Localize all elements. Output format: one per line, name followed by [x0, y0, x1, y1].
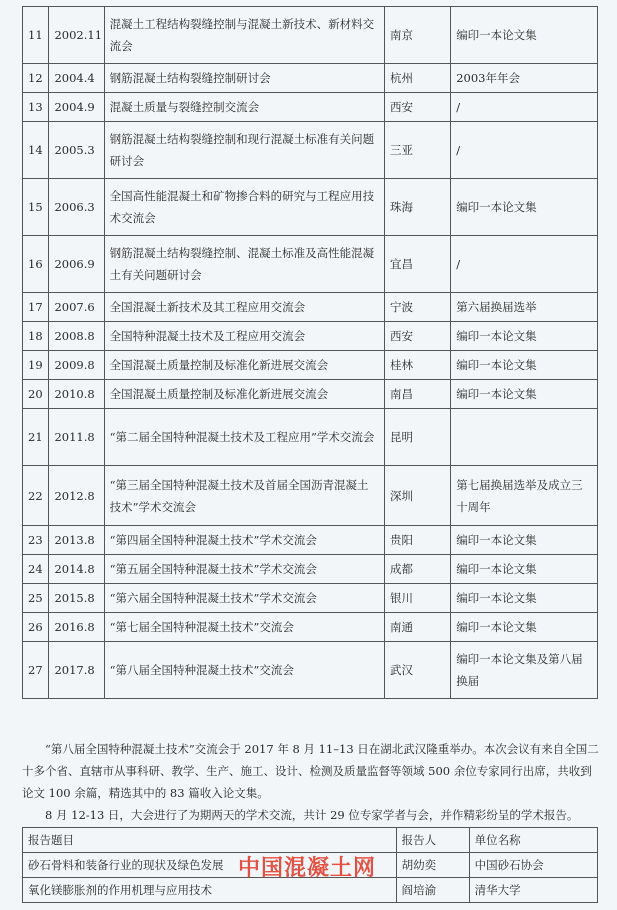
row-city: 成都: [384, 555, 450, 584]
row-date: 2008.8: [49, 322, 104, 351]
row-title: 全国混凝土质量控制及标准化新进展交流会: [104, 351, 384, 380]
row-note: /: [451, 236, 598, 293]
row-number: 27: [23, 642, 49, 699]
row-title: “第五届全国特种混凝土技术”学术交流会: [104, 555, 384, 584]
row-city: 西安: [384, 93, 450, 122]
row-date: 2009.8: [49, 351, 104, 380]
header-report-title: 报告题目: [23, 828, 397, 853]
report-unit: 中国砂石协会: [469, 853, 597, 878]
row-title: 混凝土质量与裂缝控制交流会: [104, 93, 384, 122]
row-title: 全国特种混凝土技术及工程应用交流会: [104, 322, 384, 351]
row-date: 2012.8: [49, 466, 104, 526]
row-city: 三亚: [384, 122, 450, 179]
conference-row: [23, 351, 598, 380]
conference-row: [23, 293, 598, 322]
conference-history-table: [22, 6, 598, 699]
conference-row: [23, 380, 598, 409]
row-date: 2017.8: [49, 642, 104, 699]
row-title: 钢筋混凝土结构裂缝控制研讨会: [104, 64, 384, 93]
conference-row: [23, 642, 598, 699]
watermark: 中国混凝土网: [238, 856, 377, 881]
row-number: 22: [23, 466, 49, 526]
row-city: 银川: [384, 584, 450, 613]
conference-row: [23, 93, 598, 122]
row-city: 昆明: [384, 409, 450, 466]
header-unit: 单位名称: [469, 828, 597, 853]
row-note: 编印一本论文集: [451, 613, 598, 642]
row-title: 钢筋混凝土结构裂缝控制和现行混凝土标准有关问题研讨会: [104, 122, 384, 179]
row-title: 全国混凝土质量控制及标准化新进展交流会: [104, 380, 384, 409]
row-note: 编印一本论文集: [451, 555, 598, 584]
row-date: 2015.8: [49, 584, 104, 613]
row-number: 16: [23, 236, 49, 293]
conference-row: [23, 409, 598, 466]
row-number: 17: [23, 293, 49, 322]
row-date: 2002.11: [49, 7, 104, 64]
row-number: 13: [23, 93, 49, 122]
report-title: 氧化镁膨胀剂的作用机理与应用技术: [23, 878, 397, 903]
row-city: 杭州: [384, 64, 450, 93]
row-city: 武汉: [384, 642, 450, 699]
row-date: 2011.8: [49, 409, 104, 466]
conference-row: [23, 64, 598, 93]
row-note: 编印一本论文集: [451, 322, 598, 351]
report-title: 砂石骨料和装备行业的现状及绿色发展: [23, 853, 397, 878]
conference-row: [23, 322, 598, 351]
reports-header-row: [23, 828, 598, 853]
row-city: 贵阳: [384, 526, 450, 555]
row-date: 2016.8: [49, 613, 104, 642]
row-title: 混凝土工程结构裂缝控制与混凝土新技术、新材料交流会: [104, 7, 384, 64]
conference-row: [23, 526, 598, 555]
row-title: “第二届全国特种混凝土技术及工程应用”学术交流会: [104, 409, 384, 466]
conference-row: [23, 122, 598, 179]
conference-row: [23, 7, 598, 64]
row-number: 18: [23, 322, 49, 351]
row-title: “第六届全国特种混凝土技术”学术交流会: [104, 584, 384, 613]
row-date: 2006.9: [49, 236, 104, 293]
row-date: 2004.9: [49, 93, 104, 122]
row-city: 南昌: [384, 380, 450, 409]
row-date: 2010.8: [49, 380, 104, 409]
row-date: 2004.4: [49, 64, 104, 93]
row-note: 编印一本论文集: [451, 526, 598, 555]
report-speaker: 阎培渝: [396, 878, 469, 903]
row-city: 南通: [384, 613, 450, 642]
header-speaker: 报告人: [396, 828, 469, 853]
report-intro-paragraph: 8 月 12-13 日，大会进行了为期两天的学术交流，共计 29 位专家学者与会，并作精彩纷呈的学术报告。: [45, 808, 579, 822]
row-city: 南京: [384, 7, 450, 64]
row-date: 2005.3: [49, 122, 104, 179]
row-title: 全国混凝土新技术及其工程应用交流会: [104, 293, 384, 322]
row-date: 2007.6: [49, 293, 104, 322]
row-note: 第七届换届选举及成立三十周年: [451, 466, 598, 526]
row-city: 宜昌: [384, 236, 450, 293]
row-note: 编印一本论文集: [451, 380, 598, 409]
row-number: 20: [23, 380, 49, 409]
row-number: 14: [23, 122, 49, 179]
row-note: /: [451, 122, 598, 179]
row-number: 15: [23, 179, 49, 236]
row-city: 桂林: [384, 351, 450, 380]
row-number: 11: [23, 7, 49, 64]
row-number: 25: [23, 584, 49, 613]
row-note: 编印一本论文集: [451, 179, 598, 236]
conference-row: [23, 179, 598, 236]
row-title: “第八届全国特种混凝土技术”交流会: [104, 642, 384, 699]
row-title: “第三届全国特种混凝土技术及首届全国沥青混凝土技术”学术交流会: [104, 466, 384, 526]
row-city: 西安: [384, 322, 450, 351]
summary-paragraph: “第八届全国特种混凝土技术”交流会于 2017 年 8 月 11–13 日在湖北武汉隆重举办。本次会议有来自全国二十多个省、直辖市从事科研、教学、生产、施工、设计、检测及质量监督等领域 500 余位专家同行出席，共收到论文 100 余篇，精选其中的 83 篇收入论文集。: [22, 742, 599, 800]
row-title: “第七届全国特种混凝土技术”交流会: [104, 613, 384, 642]
report-unit: 清华大学: [469, 878, 597, 903]
row-note: 编印一本论文集: [451, 584, 598, 613]
row-date: 2013.8: [49, 526, 104, 555]
row-note: 编印一本论文集: [451, 351, 598, 380]
row-title: 全国高性能混凝土和矿物掺合料的研究与工程应用技术交流会: [104, 179, 384, 236]
row-number: 26: [23, 613, 49, 642]
row-note: /: [451, 93, 598, 122]
row-number: 23: [23, 526, 49, 555]
conference-row: [23, 555, 598, 584]
conference-row: [23, 584, 598, 613]
row-number: 12: [23, 64, 49, 93]
row-date: 2014.8: [49, 555, 104, 584]
row-city: 深圳: [384, 466, 450, 526]
report-speaker: 胡幼奕: [396, 853, 469, 878]
conference-row: [23, 613, 598, 642]
row-number: 19: [23, 351, 49, 380]
row-note: 2003年年会: [451, 64, 598, 93]
row-number: 24: [23, 555, 49, 584]
row-city: 珠海: [384, 179, 450, 236]
row-note: 第六届换届选举: [451, 293, 598, 322]
row-note: 编印一本论文集: [451, 7, 598, 64]
row-note: [451, 409, 598, 466]
row-city: 宁波: [384, 293, 450, 322]
row-title: 钢筋混凝土结构裂缝控制、混凝土标准及高性能混凝土有关问题研讨会: [104, 236, 384, 293]
conference-row: [23, 236, 598, 293]
row-title: “第四届全国特种混凝土技术”学术交流会: [104, 526, 384, 555]
row-number: 21: [23, 409, 49, 466]
row-date: 2006.3: [49, 179, 104, 236]
row-note: 编印一本论文集及第八届换届: [451, 642, 598, 699]
conference-row: [23, 466, 598, 526]
